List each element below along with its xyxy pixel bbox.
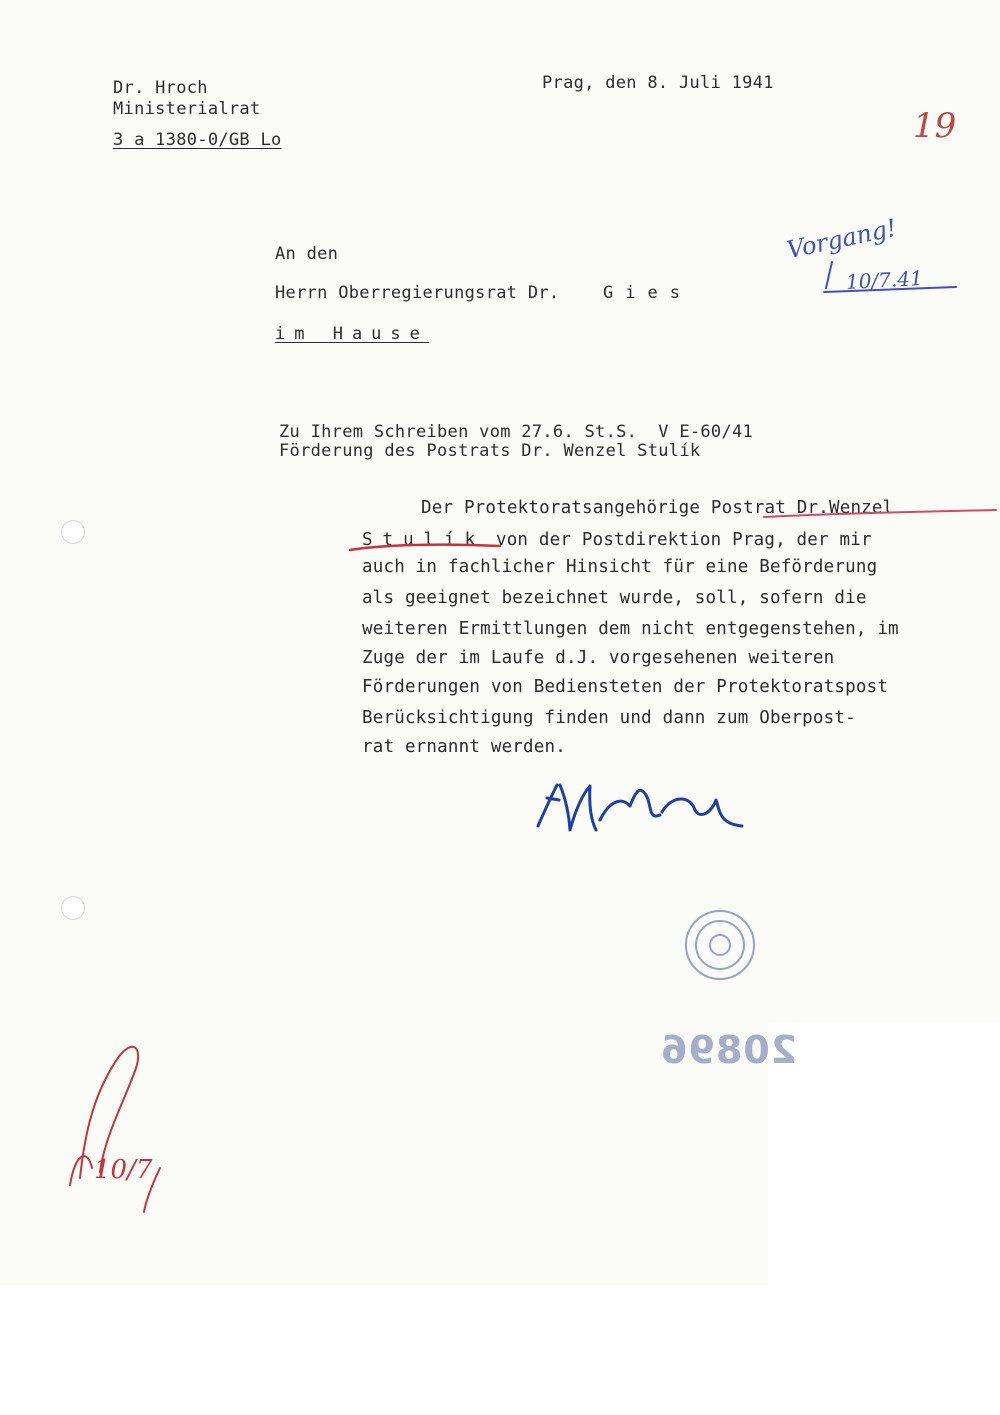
body-line-3: auch in fachlicher Hinsicht für eine Beförderung bbox=[362, 557, 878, 577]
body-name-stulik: Stulík bbox=[362, 530, 486, 550]
signature bbox=[538, 785, 742, 830]
margin-initials-pencil bbox=[70, 1047, 160, 1212]
round-stamp bbox=[686, 911, 754, 979]
body-line-4: als geeignet bezeichnet wurde, soll, sofern die bbox=[362, 588, 867, 608]
addressee-line-3: im Hause bbox=[275, 324, 429, 344]
body-line-9: rat ernannt werden. bbox=[362, 737, 566, 757]
handwritten-note-line-1: Vorgang! bbox=[784, 213, 899, 265]
folio-number: 19 bbox=[913, 106, 957, 146]
reference-number: 3 a 1380-0/GB Lo bbox=[113, 130, 282, 150]
subject-line-2: Förderung des Postrats Dr. Wenzel Stulík bbox=[279, 441, 701, 461]
margin-initials-date: 10/7 bbox=[94, 1155, 153, 1185]
addressee-line-1: An den bbox=[275, 244, 339, 264]
addressee-surname: Gies bbox=[603, 283, 692, 303]
body-line-6: Zuge der im Laufe d.J. vorgesehenen weiteren bbox=[362, 648, 835, 668]
body-line-2-rest: von der Postdirektion Prag, der mir bbox=[485, 530, 872, 550]
body-line-5: weiteren Ermittlungen dem nicht entgegenstehen, im bbox=[362, 619, 899, 639]
addressee-line-2-prefix: Herrn Oberregierungsrat Dr. bbox=[275, 283, 560, 303]
subject-line-1: Zu Ihrem Schreiben vom 27.6. St.S. V E-60/41 bbox=[279, 422, 754, 442]
sender-title: Ministerialrat bbox=[113, 99, 261, 119]
body-line-1-highlight: Postrat Dr.Wenzel bbox=[710, 498, 894, 518]
date-line: Prag, den 8. Juli 1941 bbox=[542, 73, 774, 93]
blue-check-mark bbox=[824, 262, 956, 292]
body-line-1-start: Der Protektoratsangehörige bbox=[421, 498, 711, 518]
red-underline-stulik bbox=[350, 545, 500, 550]
handwritten-note-line-2: 10/7.41 bbox=[845, 266, 924, 294]
sender-name: Dr. Hroch bbox=[113, 78, 208, 98]
body-line-7: Förderungen von Bediensteten der Protektoratspost bbox=[362, 677, 889, 697]
red-underline-postrat bbox=[764, 510, 996, 517]
stamp-number: 20896 bbox=[660, 1028, 798, 1072]
body-line-8: Berücksichtigung finden und dann zum Oberpost- bbox=[362, 708, 856, 728]
